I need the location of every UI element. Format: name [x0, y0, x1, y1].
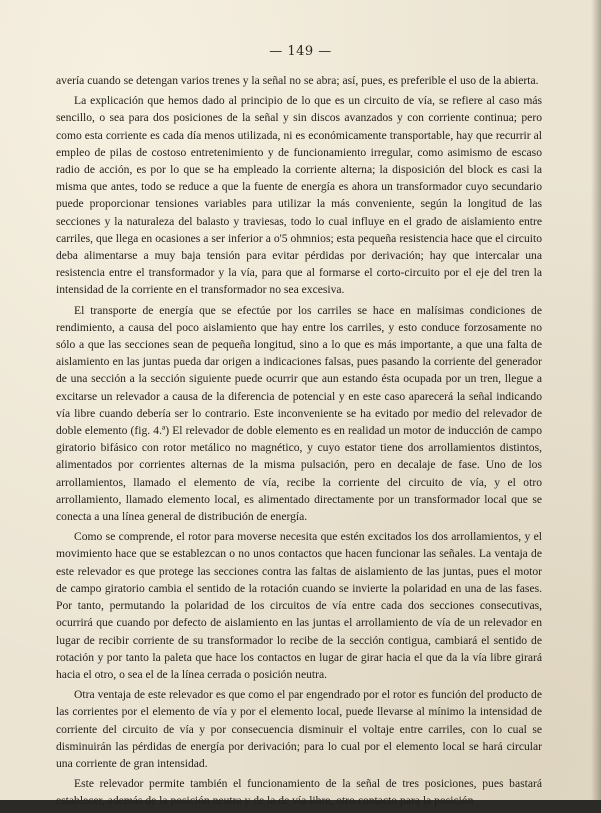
page-number: — 149 — — [269, 44, 332, 59]
paragraph-three-positions: Este relevador permite también el funcionamiento de la señal de tres posiciones, pues bastará establecer, además de la posición neutra y de la de vía libre, otro contacto para la posición — [56, 777, 542, 808]
paragraph-energy-transport: El transporte de energía que se efectúe por los carriles se hace en malísimas condiciones de rendimiento, a causa del poco aislamiento que hay entre los carriles, y esto conduce forzosamente no sólo a que las secciones sean de pequeña longitud, sino a lo que es más importante, a que una falta de aislamiento en las juntas pueda dar origen a indicaciones falsas, pues pasando la corriente del generador de una sección a la sección siguiente puede ocurrir que aun estando ésta ocupada por un tren, llegue a excitarse un relevador a causa de la diferencia de potencial y en este caso aparecerá la señal indicando vía libre cuando debería ser lo contrario. Este inconveniente se ha evitado por medio del relevador de doble elemento (fig. 4.ª) El relevador de doble elemento es en realidad un motor de inducción de campo giratorio bifásico con rotor metálico no magnético, y cuyo estator tiene dos arrollamientos distintos, alimentados por corrientes alternas de la misma pulsación, pero en decalaje de fase. Uno de los arrollamientos, llamado el elemento de vía, recibe la corriente del circuito de vía, y el otro arrollamiento, llamado elemento local, es alimentado directamente por un transformador local que se conecta a una línea general de distribución de energía. — [56, 303, 542, 524]
page-edge-shadow — [591, 0, 601, 800]
paragraph-alternating-current: La explicación que hemos dado al principio de lo que es un circuito de vía, se refiere al caso más sencillo, o sea para dos posiciones de la señal y sin discos avanzados y con corriente continua; pero como esta corriente es cada día menos utilizada, ni es económicamente transportable, hay que recurrir al empleo de pilas de costoso entretenimiento y de funcionamiento irregular, como asimismo de escaso radio de acción, es por lo que se ha empleado la corriente alterna; la disposición del block es casi la misma que antes, todo se reduce a que la fuente de energía es ahora un transformador cuyo secundario puede proporcionar tensiones variables para utilizar la más conveniente, según la longitud de las secciones y la naturaleza del balasto y traviesas, todo lo cual influye en el grado de aislamiento entre carriles, que llega en ocasiones a ser inferior a o'5 ohmnios; esta pequeña resistencia hace que el circuito deba alimentarse a muy baja tensión para evitar pérdidas por derivación; hay que intercalar una resistencia entre el transformador y la vía, para que al formarse el corto-circuito por el eje del tren la intensidad de la corriente en el transformador no sea excesiva. — [56, 94, 542, 297]
body-text — [56, 72, 542, 813]
paragraph-other-advantage: Otra ventaja de este relevador es que como el par engendrado por el rotor es función del producto de las corrientes por el elemento de vía y por el elemento local, puede llevarse al mínimo la intensidad de corriente del circuito de vía y por consecuencia disminuir el voltaje entre carriles, con lo cual se disminuirán las pérdidas de energía por derivación; para lo cual por el elemento local se hará circular una corriente de gran intensidad. — [56, 688, 542, 770]
paragraph-continuation: avería cuando se detengan varios trenes y la señal no se abra; así, pues, es preferible el uso de la abierta. — [56, 74, 539, 87]
paragraph-rotor-movement: Como se comprende, el rotor para moverse necesita que estén excitados los dos arrollamientos, y el movimiento hace que se establezcan o no unos contactos que hacen funcionar las señales. La ventaja de este relevador es que protege las secciones contra las faltas de aislamiento de las juntas, pues el motor de campo giratorio cambia el sentido de la rotación cuando se invierte la polaridad en una de las fases. Por tanto, permutando la polaridad de los circuitos de vía entre cada dos secciones consecutivas, ocurrirá que cuando por defecto de aislamiento en las juntas el arrollamiento de vía de un relevador en lugar de recibir corriente de su transformador lo recibe de la sección contigua, cambiará el sentido de rotación y por tanto la paleta que hace los contactos en lugar de girar hacia el que da la vía libre girará hacia el otro, o sea el de la línea cerrada o posición neutra. — [56, 530, 542, 681]
